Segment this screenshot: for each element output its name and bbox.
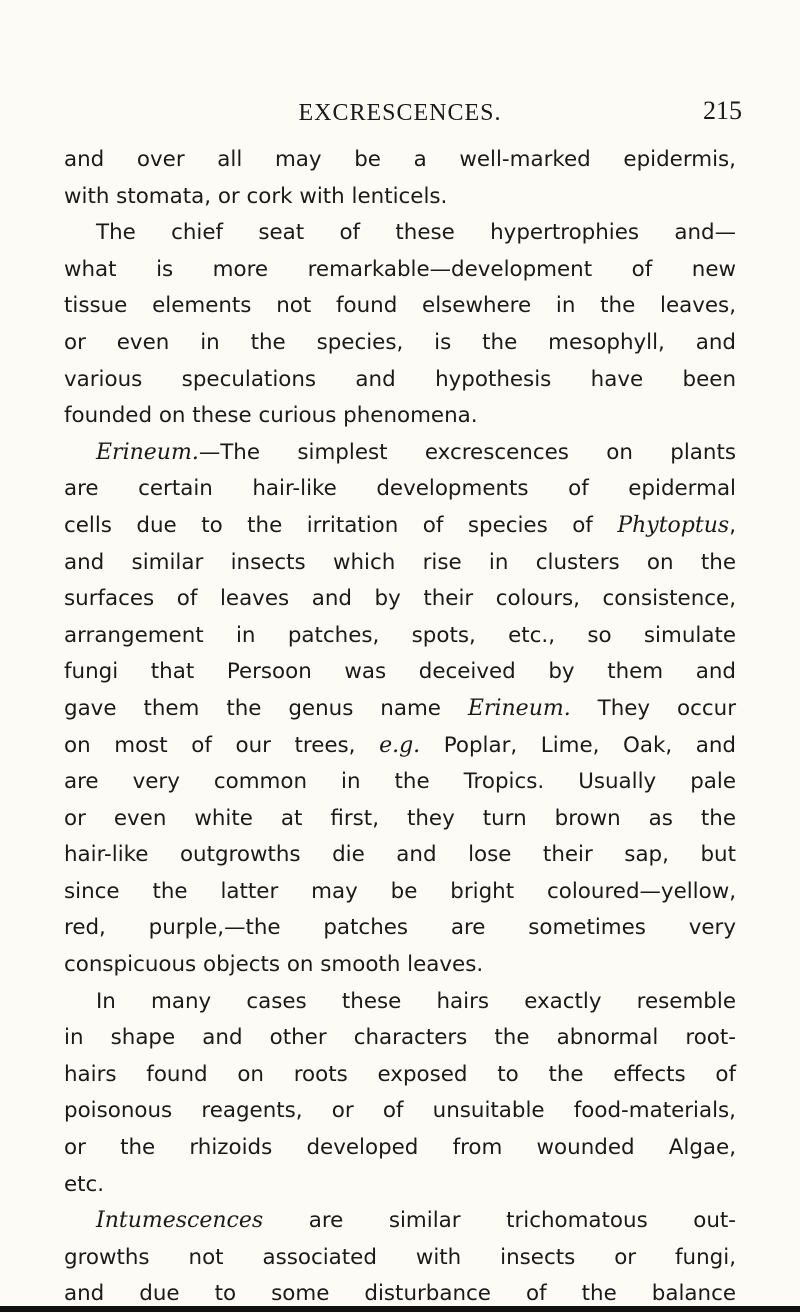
text-line (64, 215, 736, 252)
page-number: 215 (703, 96, 742, 125)
text-line (64, 801, 736, 838)
text-line (64, 288, 736, 325)
text-line (64, 837, 736, 874)
text-run: or even in the species, is the mesophyll, and (64, 329, 736, 355)
text-line (64, 1020, 736, 1057)
bottom-edge-rule (0, 1306, 800, 1312)
text-line (64, 728, 736, 765)
text-run: on most of our trees, (64, 732, 380, 758)
text-line (64, 654, 736, 691)
text-line (64, 1130, 736, 1167)
text-run: surfaces of leaves and by their colours, consistence, (64, 586, 736, 612)
text-line (64, 581, 736, 618)
text-run: are certain hair-like developments of epidermal (64, 476, 736, 502)
text-line (64, 325, 736, 362)
text-run: arrangement in patches, spots, etc., so simulate (64, 622, 736, 648)
text-run: poisonous reagents, or of unsuitable food-materials, (64, 1098, 736, 1124)
text-run: Poplar, Lime, Oak, and (420, 732, 736, 758)
text-line (64, 179, 736, 216)
body-text (64, 142, 736, 1313)
text-run: and similar insects which rise in clusters on the (64, 549, 736, 575)
text-line (64, 471, 736, 508)
text-line (64, 398, 736, 435)
text-run: etc. (64, 1171, 105, 1197)
italic-text-run: Phytoptus (617, 512, 730, 538)
text-run: or even white at first, they turn brown as the (64, 805, 736, 831)
text-line (64, 691, 736, 728)
text-line (64, 1203, 736, 1240)
text-run: hairs found on roots exposed to the effects of (64, 1061, 736, 1087)
text-run: are very common in the Tropics. Usually pale (64, 769, 736, 795)
running-title: EXCRESCENCES. (298, 100, 502, 126)
text-run: founded on these curious phenomena. (64, 403, 478, 429)
text-line (64, 435, 736, 472)
text-line (64, 545, 736, 582)
text-run: various speculations and hypothesis have been (64, 366, 736, 392)
text-line (64, 142, 736, 179)
page-header (0, 96, 800, 136)
text-line (64, 1093, 736, 1130)
italic-text-run: Erineum. (96, 439, 199, 465)
text-line (64, 910, 736, 947)
text-line (64, 1240, 736, 1277)
text-run: and due to some disturbance of the balance (64, 1281, 736, 1307)
text-run: what is more remarkable—development of new (64, 256, 736, 282)
text-run: , (729, 512, 736, 538)
text-run: in shape and other characters the abnormal root- (64, 1025, 736, 1051)
text-run: cells due to the irritation of species of (64, 512, 618, 538)
text-run: fungi that Persoon was deceived by them and (64, 659, 736, 685)
text-run: since the latter may be bright coloured—yellow, (64, 878, 736, 904)
text-run: tissue elements not found elsewhere in the leaves, (64, 293, 736, 319)
text-run: are similar trichomatous out- (263, 1208, 736, 1234)
text-run: gave them the genus name (64, 695, 468, 721)
italic-text-run: e.g. (379, 732, 421, 758)
italic-text-run: Intumescences (96, 1208, 264, 1234)
italic-text-run: Erineum. (467, 695, 571, 721)
text-line (64, 362, 736, 399)
text-line (64, 947, 736, 984)
text-run: and over all may be a well-marked epidermis, (64, 147, 736, 172)
text-line (64, 764, 736, 801)
text-run: They occur (570, 695, 736, 721)
text-run: red, purple,—the patches are sometimes very (64, 915, 736, 941)
text-line (64, 252, 736, 289)
text-line (64, 1167, 736, 1204)
text-run: The chief seat of these hypertrophies and— (96, 220, 736, 246)
text-run: growths not associated with insects or fungi, (64, 1244, 736, 1270)
text-run: hair-like outgrowths die and lose their sap, but (64, 842, 736, 868)
text-line (64, 874, 736, 911)
text-run: conspicuous objects on smooth leaves. (64, 952, 484, 978)
text-run: or the rhizoids developed from wounded Algae, (64, 1135, 736, 1161)
text-run: with stomata, or cork with lenticels. (64, 183, 448, 209)
text-line (64, 618, 736, 655)
text-line (64, 1057, 736, 1094)
text-line (64, 984, 736, 1021)
text-run: —The simplest excrescences on plants (198, 439, 736, 465)
text-line (64, 508, 736, 545)
text-run: In many cases these hairs exactly resemble (96, 988, 736, 1014)
